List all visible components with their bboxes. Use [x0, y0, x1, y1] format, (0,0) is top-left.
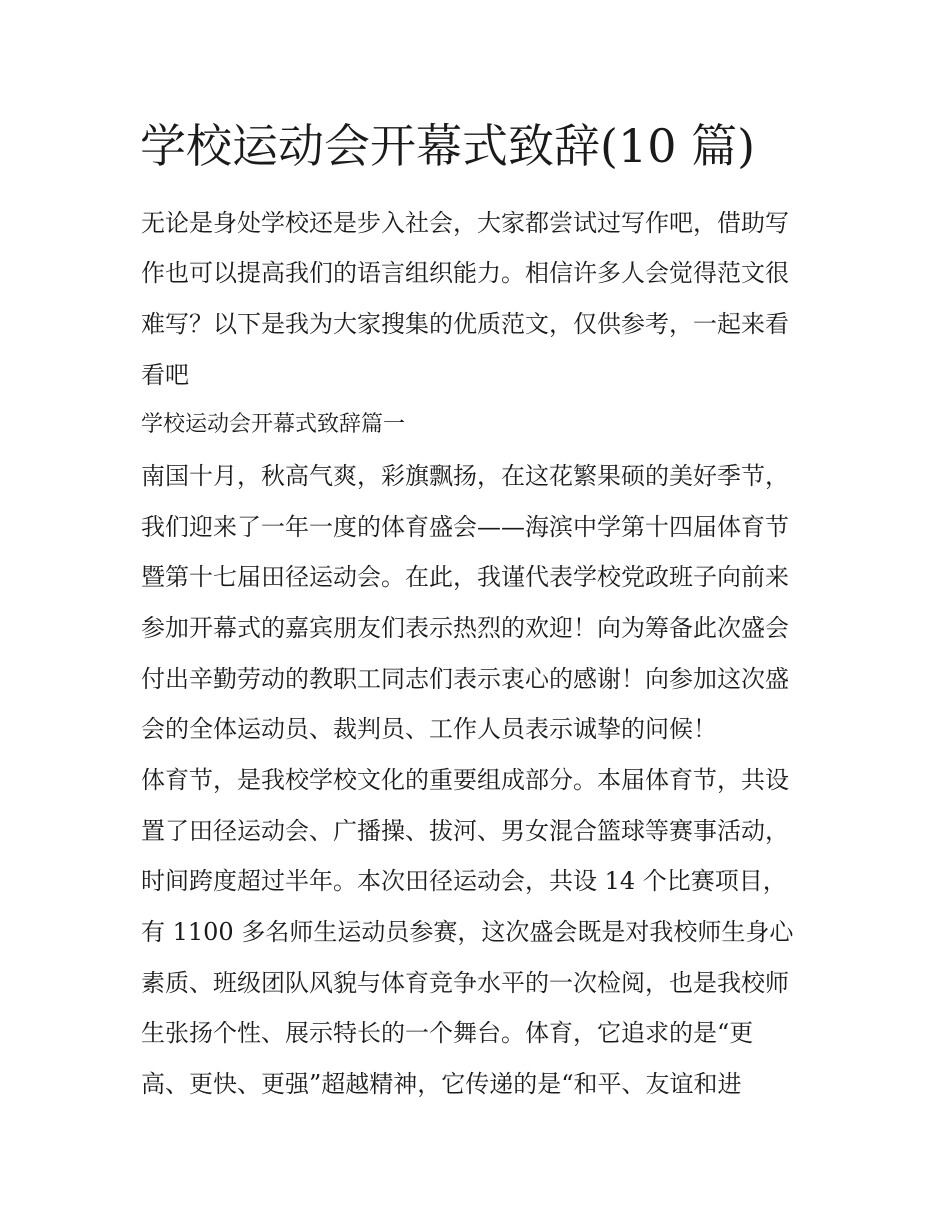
paragraph-line: 我们迎来了一年一度的体育盛会——海滨中学第十四届体育节: [141, 513, 789, 541]
paragraph-line: 作也可以提高我们的语言组织能力。相信许多人会觉得范文很: [141, 259, 789, 287]
paragraph-line: 体育节，是我校学校文化的重要组成部分。本届体育节，共设: [141, 766, 789, 794]
paragraph-line: 参加开幕式的嘉宾朋友们表示热烈的欢迎！向为筹备此次盛会: [141, 614, 789, 642]
paragraph-line: 付出辛勤劳动的教职工同志们表示衷心的感谢！向参加这次盛: [141, 665, 789, 693]
paragraph-line: 素质、班级团队风貌与体育竞争水平的一次检阅，也是我校师: [141, 969, 789, 997]
paragraph-line: 置了田径运动会、广播操、拔河、男女混合篮球等赛事活动，: [141, 817, 789, 845]
paragraph-line: 有 1100 多名师生运动员参赛，这次盛会既是对我校师生身心: [141, 918, 794, 946]
paragraph-line: 南国十月，秋高气爽，彩旗飘扬，在这花繁果硕的美好季节，: [141, 462, 789, 490]
paragraph-line: 无论是身处学校还是步入社会，大家都尝试过写作吧，借助写: [141, 209, 789, 237]
document-title: 学校运动会开幕式致辞(10 篇): [140, 119, 756, 173]
paragraph-line: 暨第十七届田径运动会。在此，我谨代表学校党政班子向前来: [141, 563, 789, 591]
paragraph-line: 高、更快、更强”超越精神，它传递的是“和平、友谊和进: [141, 1070, 742, 1098]
paragraph-line: 会的全体运动员、裁判员、工作人员表示诚挚的问候！: [141, 715, 717, 743]
section-heading: 学校运动会开幕式致辞篇一: [141, 412, 406, 437]
paragraph-line: 时间跨度超过半年。本次田径运动会，共设 14 个比赛项目，: [141, 867, 787, 895]
paragraph-line: 看吧: [141, 361, 189, 389]
paragraph-line: 难写？以下是我为大家搜集的优质范文，仅供参考，一起来看: [141, 310, 789, 338]
paragraph-line: 生张扬个性、展示特长的一个舞台。体育，它追求的是“更: [141, 1019, 754, 1047]
